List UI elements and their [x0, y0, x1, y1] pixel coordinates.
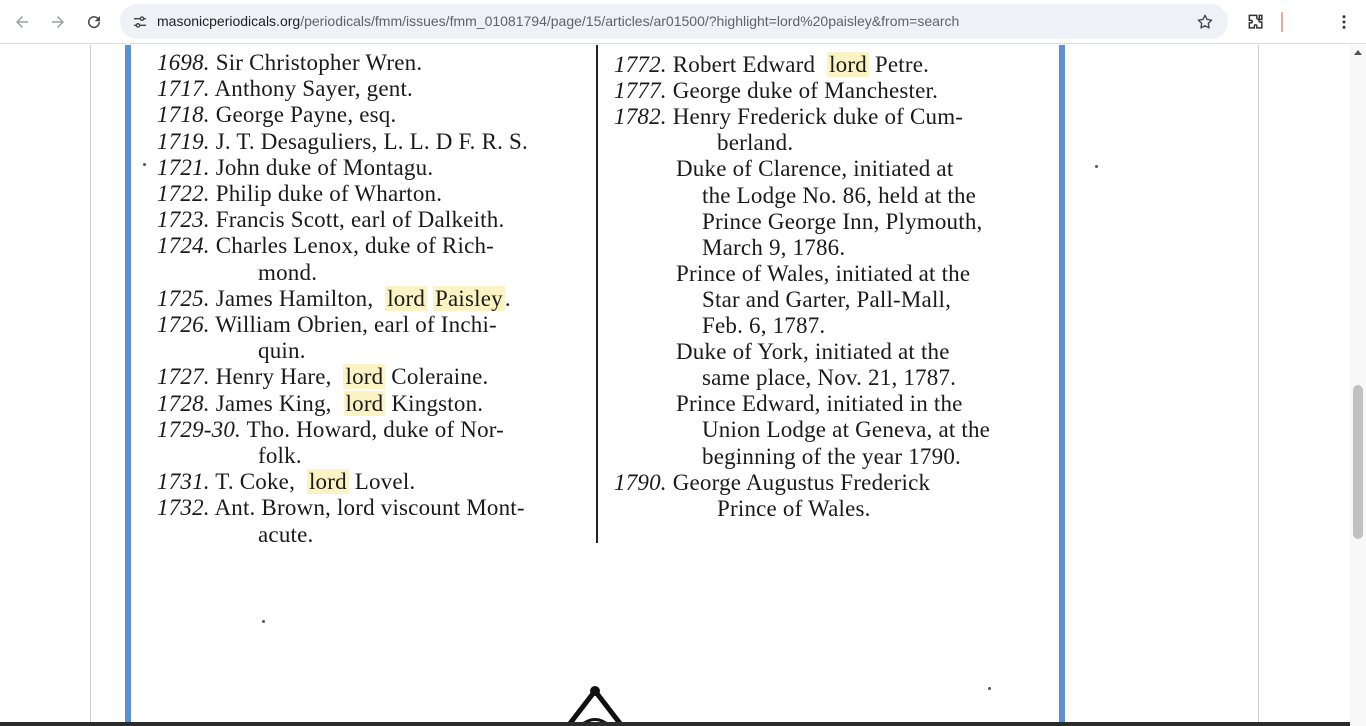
entry-text: Sir Christopher Wren.: [215, 50, 423, 75]
text-line: [702, 444, 961, 470]
menu-icon: [1335, 13, 1353, 31]
text-line: [258, 260, 317, 286]
text-line: [702, 313, 825, 339]
search-highlight: lord: [387, 285, 426, 311]
text-line: [157, 181, 442, 207]
search-highlight: lord: [345, 364, 384, 390]
text-line: [676, 391, 963, 417]
scan-speck: [143, 163, 146, 166]
text-line: [157, 207, 504, 233]
entry-text: Star and Garter, Pall-Mall,: [702, 286, 952, 312]
scrollbar-thumb[interactable]: [1353, 385, 1363, 539]
entry-year: 1718.: [157, 102, 210, 128]
back-icon: [13, 13, 31, 31]
menu-button[interactable]: [1328, 6, 1360, 38]
entry-text: George Payne, esq.: [215, 102, 397, 128]
text-line: [717, 496, 871, 522]
entry-year: 1722.: [157, 181, 210, 206]
extensions-icon: [1246, 12, 1266, 32]
entry-text: the Lodge No. 86, held at the: [702, 182, 977, 208]
text-line: [614, 52, 929, 78]
text-line: [157, 312, 497, 338]
entry-year: 1777.: [614, 78, 667, 104]
entry-year: 1726.: [157, 312, 210, 337]
text-line: [157, 102, 396, 128]
text-line: [157, 469, 415, 495]
text-line: [717, 130, 793, 156]
search-highlight: Paisley: [435, 285, 503, 311]
text-line: [157, 417, 504, 443]
entry-text: James King,: [215, 390, 332, 416]
page-frame-left: [90, 45, 91, 726]
entry-text: Tho. Howard, duke of Nor-: [246, 416, 505, 442]
text-line: [157, 391, 483, 417]
entry-text: Duke of York, initiated at the: [676, 339, 950, 365]
text-line: [614, 78, 938, 104]
entry-text: Anthony Sayer, gent.: [214, 76, 413, 102]
entry-year: 1729-30.: [157, 416, 242, 442]
entry-text: Ant. Brown, lord viscount Mont-: [214, 495, 525, 521]
text-line: [676, 156, 953, 182]
entry-text: Henry Hare,: [215, 364, 332, 390]
reload-button[interactable]: [78, 6, 110, 38]
forward-button[interactable]: [42, 6, 74, 38]
text-line: [614, 104, 963, 130]
entry-text: berland.: [717, 130, 794, 156]
text-line: [157, 233, 494, 259]
scan-speck: [988, 687, 991, 690]
url-text[interactable]: [157, 4, 959, 39]
text-line: [702, 209, 983, 235]
entry-text: Kingston.: [391, 390, 484, 416]
forward-icon: [49, 13, 67, 31]
entry-text: Coleraine.: [391, 364, 489, 390]
scan-border-left: [125, 45, 131, 726]
bookmark-star-icon[interactable]: [1192, 9, 1218, 35]
page-viewport: [0, 45, 1350, 726]
reload-icon: [85, 13, 103, 31]
extensions-button[interactable]: [1240, 6, 1272, 38]
vertical-scrollbar[interactable]: [1350, 45, 1366, 726]
entry-text: Prince Edward, initiated in the: [676, 391, 963, 417]
text-line: [157, 50, 422, 76]
entry-text: Robert Edward: [672, 52, 816, 77]
entry-text: quin.: [258, 338, 306, 364]
entry-text: George Augustus Frederick: [672, 469, 931, 495]
entry-year: 1790.: [614, 469, 667, 495]
entry-year: 1732.: [157, 495, 210, 521]
entry-year: 1721.: [157, 154, 210, 180]
entry-text: J. T. Desaguliers, L. L. D F. R. S.: [215, 128, 528, 154]
entry-text: folk.: [258, 443, 302, 468]
url-path: /periodicals/fmm/issues/fmm_01081794/page/15/articles/ar01500/?highlight=lord%20paisley&from=search: [300, 13, 960, 29]
text-line: [157, 286, 511, 312]
entry-text: Prince of Wales.: [717, 495, 871, 521]
text-line: [258, 338, 306, 364]
text-line: [157, 364, 488, 390]
entry-text: Feb. 6, 1787.: [702, 313, 826, 338]
entry-text: beginning of the year 1790.: [702, 443, 961, 469]
window-bottom-edge: [0, 722, 1350, 726]
masonic-ornament-image: [560, 685, 630, 726]
text-line: [702, 235, 845, 261]
entry-year: 1723.: [157, 207, 210, 233]
entry-text: James Hamilton,: [215, 285, 374, 311]
search-highlight: lord: [345, 390, 384, 416]
text-line: [258, 522, 313, 548]
entry-year: 1724.: [157, 233, 210, 259]
entry-text: acute.: [258, 521, 314, 547]
entry-text: Charles Lenox, duke of Rich-: [215, 233, 495, 259]
entry-text: March 9, 1786.: [702, 234, 846, 260]
entry-text: Petre.: [874, 52, 930, 77]
entry-year: 1717.: [157, 76, 210, 102]
entry-text: John duke of Montagu.: [215, 154, 434, 180]
url-host: masonicperiodicals.org: [157, 13, 301, 29]
entry-year: 1728.: [157, 390, 210, 416]
entry-year: 1727.: [157, 364, 210, 390]
text-line: [614, 470, 930, 496]
text-line: [157, 76, 413, 102]
entry-text: same place, Nov. 21, 1787.: [702, 365, 957, 391]
entry-year: 1772.: [614, 52, 667, 77]
entry-text: Francis Scott, earl of Dalkeith.: [215, 207, 505, 233]
scan-border-right: [1059, 45, 1065, 726]
scan-speck: [262, 620, 265, 623]
browser-toolbar: [0, 0, 1366, 44]
entry-text: T. Coke,: [215, 469, 296, 495]
entry-text: Duke of Clarence, initiated at: [676, 156, 954, 182]
entry-text: Philip duke of Wharton.: [215, 181, 443, 206]
text-line: [157, 129, 528, 155]
text-line: [702, 417, 990, 443]
entry-text: William Obrien, earl of Inchi-: [215, 312, 497, 337]
entry-year: 1698.: [157, 50, 210, 75]
address-bar[interactable]: [120, 4, 1228, 39]
entry-text: Lovel.: [354, 469, 416, 495]
search-highlight: lord: [308, 469, 347, 495]
entry-year: 1782.: [614, 104, 667, 130]
text-line: [702, 287, 951, 313]
text-line: [157, 495, 525, 521]
search-highlight: lord: [829, 52, 867, 77]
site-info-icon[interactable]: [127, 9, 153, 35]
profile-divider: [1281, 12, 1283, 32]
entry-year: 1725.: [157, 285, 210, 311]
text-line: [258, 443, 302, 469]
text-line: [702, 365, 956, 391]
entry-text: mond.: [258, 259, 318, 285]
entry-text: Prince of Wales, initiated at the: [676, 260, 971, 286]
text-line: [157, 155, 433, 181]
entry-text: Henry Frederick duke of Cum-: [672, 104, 964, 130]
page-frame-right: [1258, 45, 1259, 726]
text-line: [676, 339, 950, 365]
entry-text: George duke of Manchester.: [672, 78, 939, 104]
entry-year: 1719.: [157, 128, 210, 154]
text-line: [676, 261, 970, 287]
scroll-up-arrow-icon[interactable]: [1354, 50, 1362, 55]
entry-text: Union Lodge at Geneva, at the: [702, 417, 991, 443]
entry-text: Prince George Inn, Plymouth,: [702, 208, 983, 234]
text-line: [702, 183, 976, 209]
column-divider: [596, 45, 598, 543]
entry-year: 1731.: [157, 469, 210, 495]
back-button[interactable]: [6, 6, 38, 38]
entry-text: .: [504, 285, 511, 311]
scan-speck: [1095, 165, 1098, 168]
